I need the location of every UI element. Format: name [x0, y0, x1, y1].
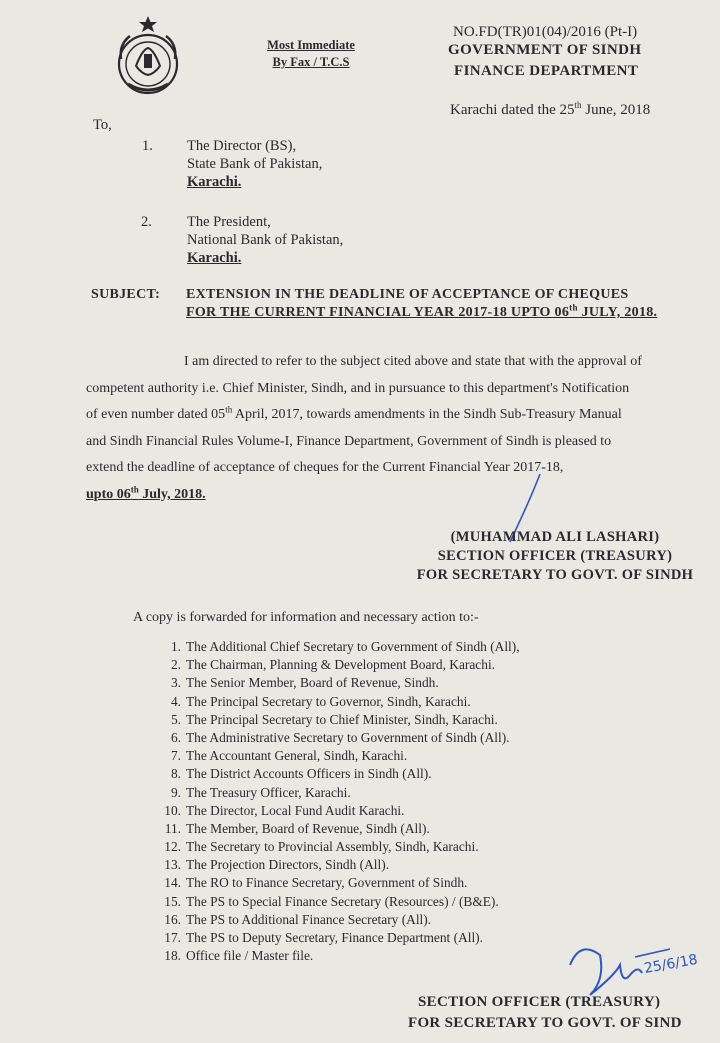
list-item: 8. The District Accounts Officers in Sindh (All).	[170, 766, 432, 782]
subject-line-1: EXTENSION IN THE DEADLINE OF ACCEPTANCE OF CHEQUES	[186, 287, 629, 302]
list-item: 9. The Treasury Officer, Karachi.	[170, 784, 351, 800]
to-label: To,	[93, 117, 112, 133]
letter-date: Karachi dated the 25th June, 2018	[450, 100, 651, 118]
list-item: 3. The Senior Member, Board of Revenue, Sindh.	[170, 675, 439, 691]
list-item: 2. The Chairman, Planning & Development Board, Karachi.	[170, 657, 496, 673]
list-item: 14. The RO to Finance Secretary, Government of Sindh.	[164, 875, 468, 891]
list-item: 13. The Projection Directors, Sindh (All).	[164, 857, 390, 873]
handwritten-date: 25/6/18	[642, 951, 699, 977]
list-item: 18. Office file / Master file.	[164, 948, 314, 964]
sindh-government-seal-icon	[112, 14, 184, 96]
signature-block-2-title: SECTION OFFICER (TREASURY)	[418, 994, 661, 1010]
list-item: 4. The Principal Secretary to Governor, Sindh, Karachi.	[170, 693, 471, 709]
signature-block-2-for: FOR SECRETARY TO GOVT. OF SIND	[408, 1015, 682, 1031]
priority-label: Most Immediate By Fax / T.C.S	[267, 38, 355, 69]
addressee-1: The Director (BS), State Bank of Pakistan, Karachi.	[187, 138, 323, 190]
list-item: 6. The Administrative Secretary to Government of Sindh (All).	[170, 729, 510, 745]
reference-number: NO.FD(TR)01(04)/2016 (Pt-I)	[453, 24, 638, 40]
subject-line-2: FOR THE CURRENT FINANCIAL YEAR 2017-18 UPTO 06th JULY, 2018.	[186, 302, 658, 320]
list-item: 7. The Accountant General, Sindh, Karachi.	[170, 748, 408, 764]
list-item: 10. The Director, Local Fund Audit Karachi.	[164, 802, 405, 818]
distribution-list	[150, 638, 520, 965]
list-item: 15. The PS to Special Finance Secretary (Resources) / (B&E).	[164, 893, 499, 909]
subject-label: SUBJECT:	[91, 287, 161, 302]
department-name: FINANCE DEPARTMENT	[454, 63, 639, 79]
list-item: 5. The Principal Secretary to Chief Minister, Sindh, Karachi.	[170, 711, 498, 727]
list-item: 12. The Secretary to Provincial Assembly, Sindh, Karachi.	[164, 839, 479, 855]
list-item: 16. The PS to Additional Finance Secretary (All).	[164, 911, 432, 927]
signature-block-1: (MUHAMMAD ALI LASHARI) SECTION OFFICER (TREASURY) FOR SECRETARY TO GOVT. OF SINDH	[416, 529, 694, 583]
list-item: 11. The Member, Board of Revenue, Sindh (All).	[164, 820, 430, 836]
copy-heading: A copy is forwarded for information and necessary action to:-	[133, 610, 479, 625]
addressee-2-number: 2.	[141, 214, 152, 230]
org-name: GOVERNMENT OF SINDH	[448, 42, 642, 58]
addressee-1-number: 1.	[142, 138, 153, 154]
addressee-2: The President, National Bank of Pakistan, Karachi.	[187, 214, 344, 266]
body-paragraph: I am directed to refer to the subject cited above and state that with the approval of competent authority i.e. Chief Minister, Sindh, and in pursuance to this department's Notification of even number dated 05th April, 2017, towards amendments in the Sindh Sub-Treasury Manual and Sindh Financial Rules Volume-I, Finance Department, Government of Sindh is pleased to extend the deadline of acceptance of cheques for the Current Financial Year 2017-18, upto 06th July, 2018.	[86, 354, 642, 502]
list-item: 1. The Additional Chief Secretary to Government of Sindh (All),	[170, 639, 520, 654]
list-item: 17. The PS to Deputy Secretary, Finance Department (All).	[164, 930, 483, 945]
